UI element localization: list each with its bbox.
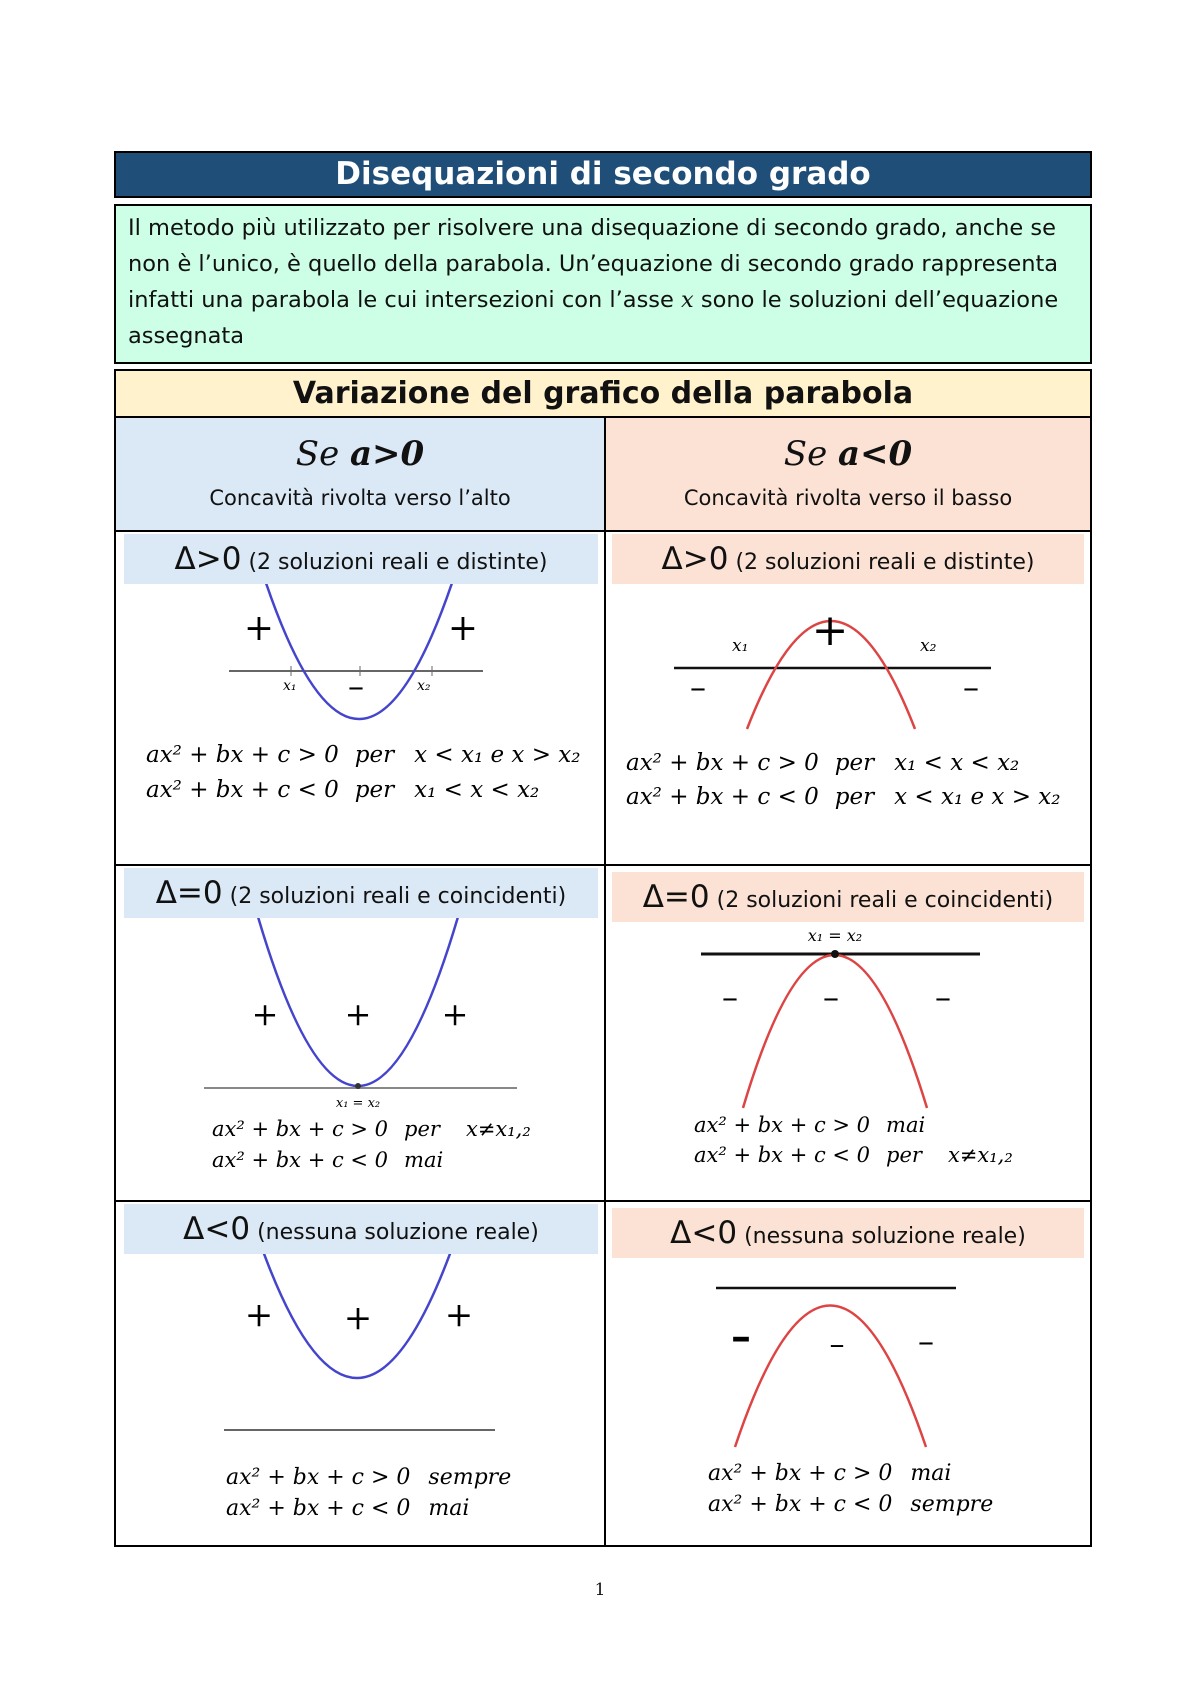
sign-plus: + xyxy=(447,608,479,649)
root-label: x₂ xyxy=(920,636,937,656)
root-point xyxy=(831,950,839,958)
column-header-negative xyxy=(606,418,1090,530)
inequality-line: ax² + bx + c > 0 per x≠x₁,₂ xyxy=(212,1117,531,1141)
delta-negative-header-left: Δ<0 (nessuna soluzione reale) xyxy=(124,1204,598,1254)
row-divider xyxy=(116,530,1090,532)
column-header-positive xyxy=(116,418,604,530)
graph-down-no-roots xyxy=(606,1258,1090,1546)
root-point xyxy=(355,1083,361,1089)
graph-up-no-roots xyxy=(116,1254,604,1546)
delta-zero-header-left: Δ=0 (2 soluzioni reali e coincidenti) xyxy=(124,868,598,918)
sign-minus: – xyxy=(918,1322,934,1360)
concavity-up-label: Concavità rivolta verso l’alto xyxy=(209,486,511,510)
sign-minus: – xyxy=(731,1313,751,1360)
sign-plus: + xyxy=(343,1298,373,1338)
row-divider xyxy=(116,1200,1090,1202)
inequality-line: ax² + bx + c < 0 mai xyxy=(226,1496,470,1521)
sign-minus: – xyxy=(722,978,738,1016)
section-title: Variazione del grafico della parabola xyxy=(116,371,1090,418)
graph-down-two-roots xyxy=(606,584,1090,864)
case-label-positive: Se a>0 xyxy=(295,434,425,474)
root-label: x₁ xyxy=(732,636,749,656)
row-divider xyxy=(116,864,1090,866)
sign-minus: – xyxy=(823,978,839,1016)
sign-plus: + xyxy=(244,1295,274,1335)
intro-box xyxy=(114,204,1092,364)
graph-down-double-root xyxy=(606,922,1090,1200)
root-label: x₂ xyxy=(417,678,431,694)
root-label: x₁ = x₂ xyxy=(335,1096,381,1111)
inequality-line: ax² + bx + c > 0 mai xyxy=(708,1461,952,1486)
sign-minus: – xyxy=(690,668,706,706)
page-number: 1 xyxy=(594,1580,606,1600)
root-label: x₁ = x₂ xyxy=(807,926,863,945)
case-label-negative: Se a<0 xyxy=(783,434,913,474)
sign-plus: + xyxy=(243,608,275,649)
inequality-line: ax² + bx + c > 0 mai xyxy=(694,1113,926,1137)
root-label: x₁ xyxy=(283,678,297,694)
intro-variable: x xyxy=(681,287,694,313)
sign-minus: – xyxy=(829,1327,845,1362)
inequality-line: ax² + bx + c > 0 sempre xyxy=(226,1465,512,1490)
intro-text-1: Il metodo più utilizzato per risolvere una disequazione di secondo grado, anche se non è l’unico, è quello della parabola. Un’equazione di secondo grado rappresenta infatti una parabola le cui intersezioni con l’asse xyxy=(128,215,1059,313)
delta-positive-header-right: Δ>0 (2 soluzioni reali e distinte) xyxy=(612,534,1084,584)
delta-negative-header-right: Δ<0 (nessuna soluzione reale) xyxy=(612,1208,1084,1258)
sign-plus: + xyxy=(344,995,372,1033)
inequality-line: ax² + bx + c > 0 per x₁ < x < x₂ xyxy=(626,750,1020,776)
concavity-down-label: Concavità rivolta verso il basso xyxy=(683,486,1013,510)
inequality-line: ax² + bx + c < 0 per x < x₁ e x > x₂ xyxy=(626,784,1061,810)
sign-plus: + xyxy=(251,995,279,1033)
inequality-line: ax² + bx + c < 0 mai xyxy=(212,1148,444,1172)
sign-minus: – xyxy=(935,978,951,1016)
delta-positive-header-left: Δ>0 (2 soluzioni reali e distinte) xyxy=(124,534,598,584)
inequality-line: ax² + bx + c < 0 per x≠x₁,₂ xyxy=(694,1143,1013,1167)
page-title: Disequazioni di secondo grado xyxy=(114,151,1092,198)
inequality-line: ax² + bx + c < 0 per x₁ < x < x₂ xyxy=(146,777,540,803)
intro-text-2: sono le soluzioni dell’equazione assegnata xyxy=(128,287,1059,349)
sign-minus: – xyxy=(348,667,364,705)
sign-plus: + xyxy=(441,995,469,1033)
delta-zero-header-right: Δ=0 (2 soluzioni reali e coincidenti) xyxy=(612,872,1084,922)
parabola-table xyxy=(114,369,1092,1547)
inequality-line: ax² + bx + c < 0 sempre xyxy=(708,1492,994,1517)
graph-up-two-roots xyxy=(116,584,604,864)
sign-plus: + xyxy=(811,605,849,656)
graph-up-double-root xyxy=(116,918,604,1200)
sign-plus: + xyxy=(444,1295,474,1335)
sign-minus: – xyxy=(963,668,979,706)
inequality-line: ax² + bx + c > 0 per x < x₁ e x > x₂ xyxy=(146,742,581,768)
